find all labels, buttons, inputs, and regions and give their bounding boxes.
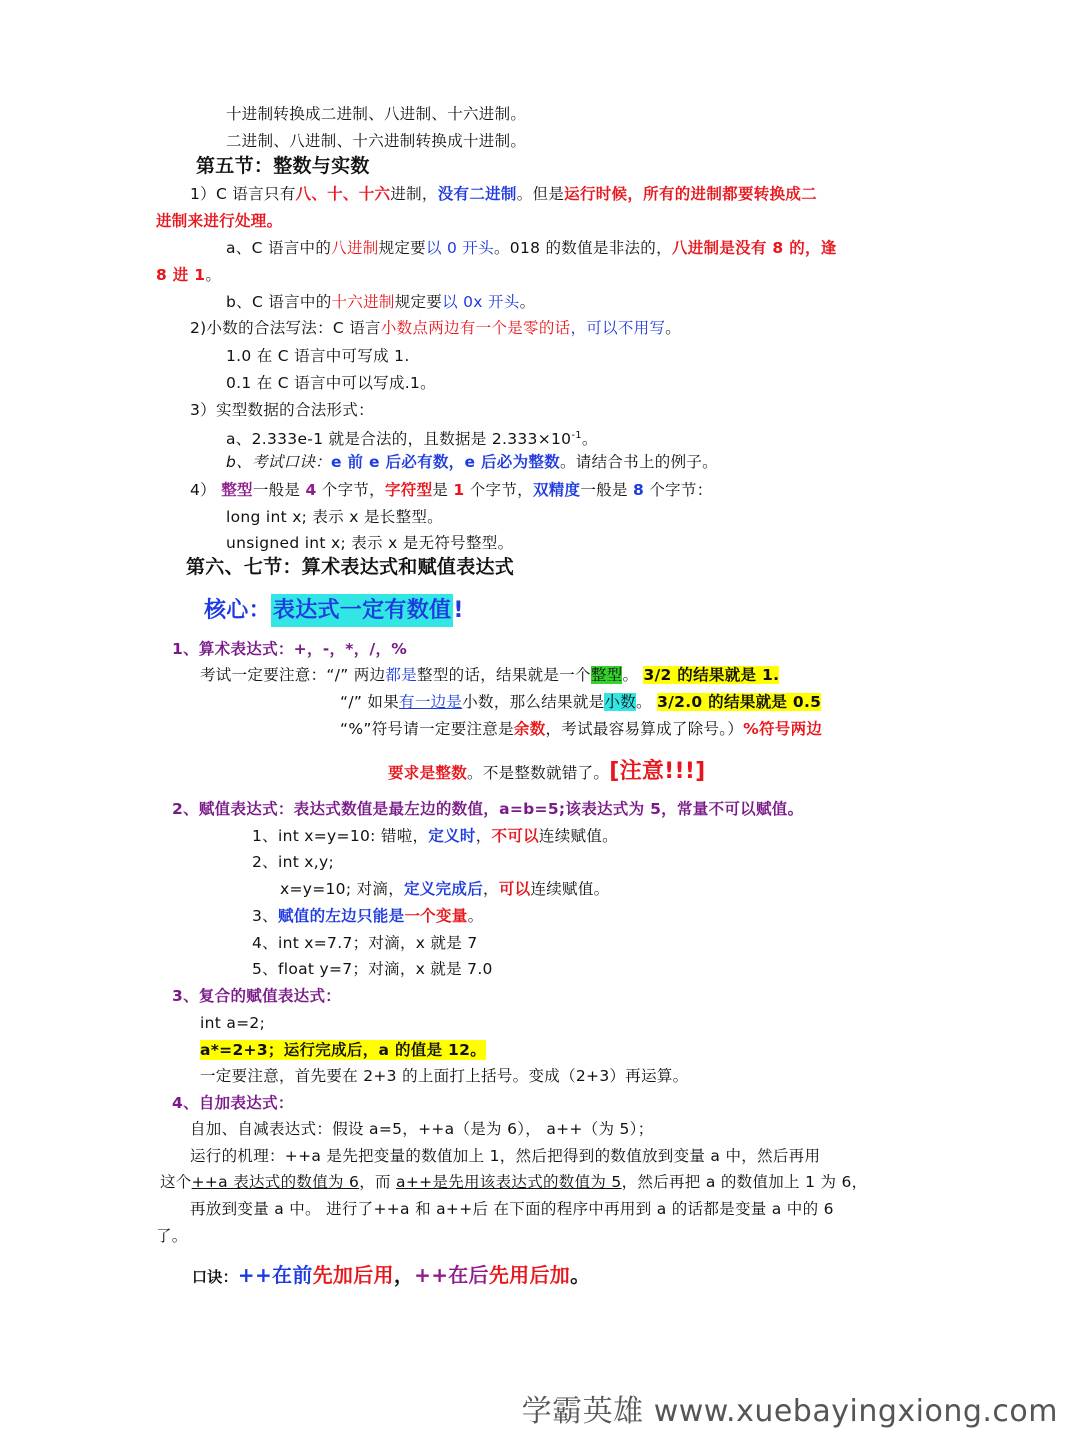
arith-note-4: 要求是整数。不是整数就错了。[注意!!!] bbox=[388, 759, 706, 784]
assign-item-4: 4、int x=7.7；对滴，x 就是 7 bbox=[252, 934, 478, 952]
site-watermark: 学霸英雄 www.xuebayingxiong.com bbox=[521, 1394, 1058, 1429]
assign-item-2: 2、int x,y; bbox=[252, 853, 334, 871]
conversion-line-1: 十进制转换成二进制、八进制、十六进制。 bbox=[226, 105, 527, 123]
arith-note-1: 考试一定要注意：“/” 两边都是整型的话，结果就是一个整型。 3/2 的结果就是 1. bbox=[200, 666, 780, 684]
hex-rule: b、C 语言中的十六进制规定要以 0x 开头。 bbox=[226, 293, 536, 311]
increment-mechanism-1: 运行的机理：++a 是先把变量的数值加上 1，然后把得到的数值放到变量 a 中，然后再用 bbox=[190, 1147, 821, 1165]
increment-title: 4、自加表达式： bbox=[172, 1094, 294, 1112]
point-4-line: 4） 整型一般是 4 个字节，字符型是 1 个字节，双精度一般是 8 个字节： bbox=[190, 481, 713, 499]
increment-mechanism-2: 这个++a 表达式的数值为 6，而 a++是先用该表达式的数值为 5，然后再把 a 的数值加上 1 为 6， bbox=[160, 1173, 868, 1191]
octal-rule-continued: 8 进 1。 bbox=[156, 266, 222, 284]
real-number-example: a、2.333e-1 就是合法的，且数据是 $2.333\times 10^{-1}$。 bbox=[226, 430, 598, 449]
section-5-title: 第五节：整数与实数 bbox=[196, 155, 370, 177]
increment-mnemonic: 口诀：++在前先加后用，++在后先用后加。 bbox=[192, 1263, 591, 1287]
conversion-line-2: 二进制、八进制、十六进制转换成十进制。 bbox=[226, 132, 527, 150]
assign-item-5: 5、float y=7；对滴，x 就是 7.0 bbox=[252, 960, 493, 978]
point-3-line: 3）实型数据的合法形式： bbox=[190, 401, 374, 419]
core-statement: 核心：表达式一定有数值! bbox=[204, 598, 464, 624]
compound-note: 一定要注意，首先要在 2+3 的上面打上括号。变成（2+3）再运算。 bbox=[200, 1067, 689, 1085]
section-67-title: 第六、七节：算术表达式和赋值表达式 bbox=[186, 556, 515, 578]
arith-expr-title: 1、算术表达式：+，-，*，/，% bbox=[172, 640, 408, 658]
point-2-line: 2)小数的合法写法：C 语言小数点两边有一个是零的话，可以不用写。 bbox=[190, 319, 682, 337]
assign-item-3: 3、赋值的左边只能是一个变量。 bbox=[252, 907, 484, 925]
point-1-continued: 进制来进行处理。 bbox=[156, 212, 283, 230]
assign-item-2-detail: x=y=10; 对滴，定义完成后，可以连续赋值。 bbox=[280, 880, 610, 898]
unsigned-int-example: unsigned int x; 表示 x 是无符号整型。 bbox=[226, 534, 514, 552]
assign-item-1: 1、int x=y=10: 错啦，定义时，不可以连续赋值。 bbox=[252, 827, 618, 845]
compound-assign-title: 3、复合的赋值表达式： bbox=[172, 987, 342, 1005]
compound-example-2: a*=2+3；运行完成后，a 的值是 12。 bbox=[200, 1041, 487, 1059]
attention-mark: [注意!!!] bbox=[609, 759, 706, 784]
decimal-example-2: 0.1 在 C 语言中可以写成.1。 bbox=[226, 374, 436, 392]
increment-mechanism-3: 再放到变量 a 中。 进行了++a 和 a++后 在下面的程序中再用到 a 的话都是变量 a 中的 6 bbox=[190, 1200, 834, 1218]
increment-mechanism-4: 了。 bbox=[156, 1227, 188, 1245]
decimal-example-1: 1.0 在 C 语言中可写成 1. bbox=[226, 347, 410, 365]
assign-expr-title: 2、赋值表达式：表达式数值是最左边的数值，a=b=5;该表达式为 5，常量不可以赋值。 bbox=[172, 800, 804, 818]
long-int-example: long int x; 表示 x 是长整型。 bbox=[226, 508, 443, 526]
compound-example-1: int a=2; bbox=[200, 1014, 266, 1032]
arith-note-3: “%”符号请一定要注意是余数，考试最容易算成了除号。）%符号两边 bbox=[340, 720, 823, 738]
increment-definition: 自加、自减表达式：假设 a=5，++a（是为 6）， a++（为 5）； bbox=[190, 1120, 654, 1138]
octal-rule: a、C 语言中的八进制规定要以 0 开头。018 的数值是非法的，八进制是没有 8 的，逢 bbox=[226, 239, 837, 257]
exam-mnemonic-e: b、考试口诀：e 前 e 后必有数，e 后必为整数。请结合书上的例子。 bbox=[226, 453, 718, 471]
point-1-line: 1）C 语言只有八、十、十六进制，没有二进制。但是运行时候，所有的进制都要转换成二 bbox=[190, 185, 817, 203]
arith-note-2: “/” 如果有一边是小数，那么结果就是小数。 3/2.0 的结果就是 0.5 bbox=[340, 693, 822, 711]
